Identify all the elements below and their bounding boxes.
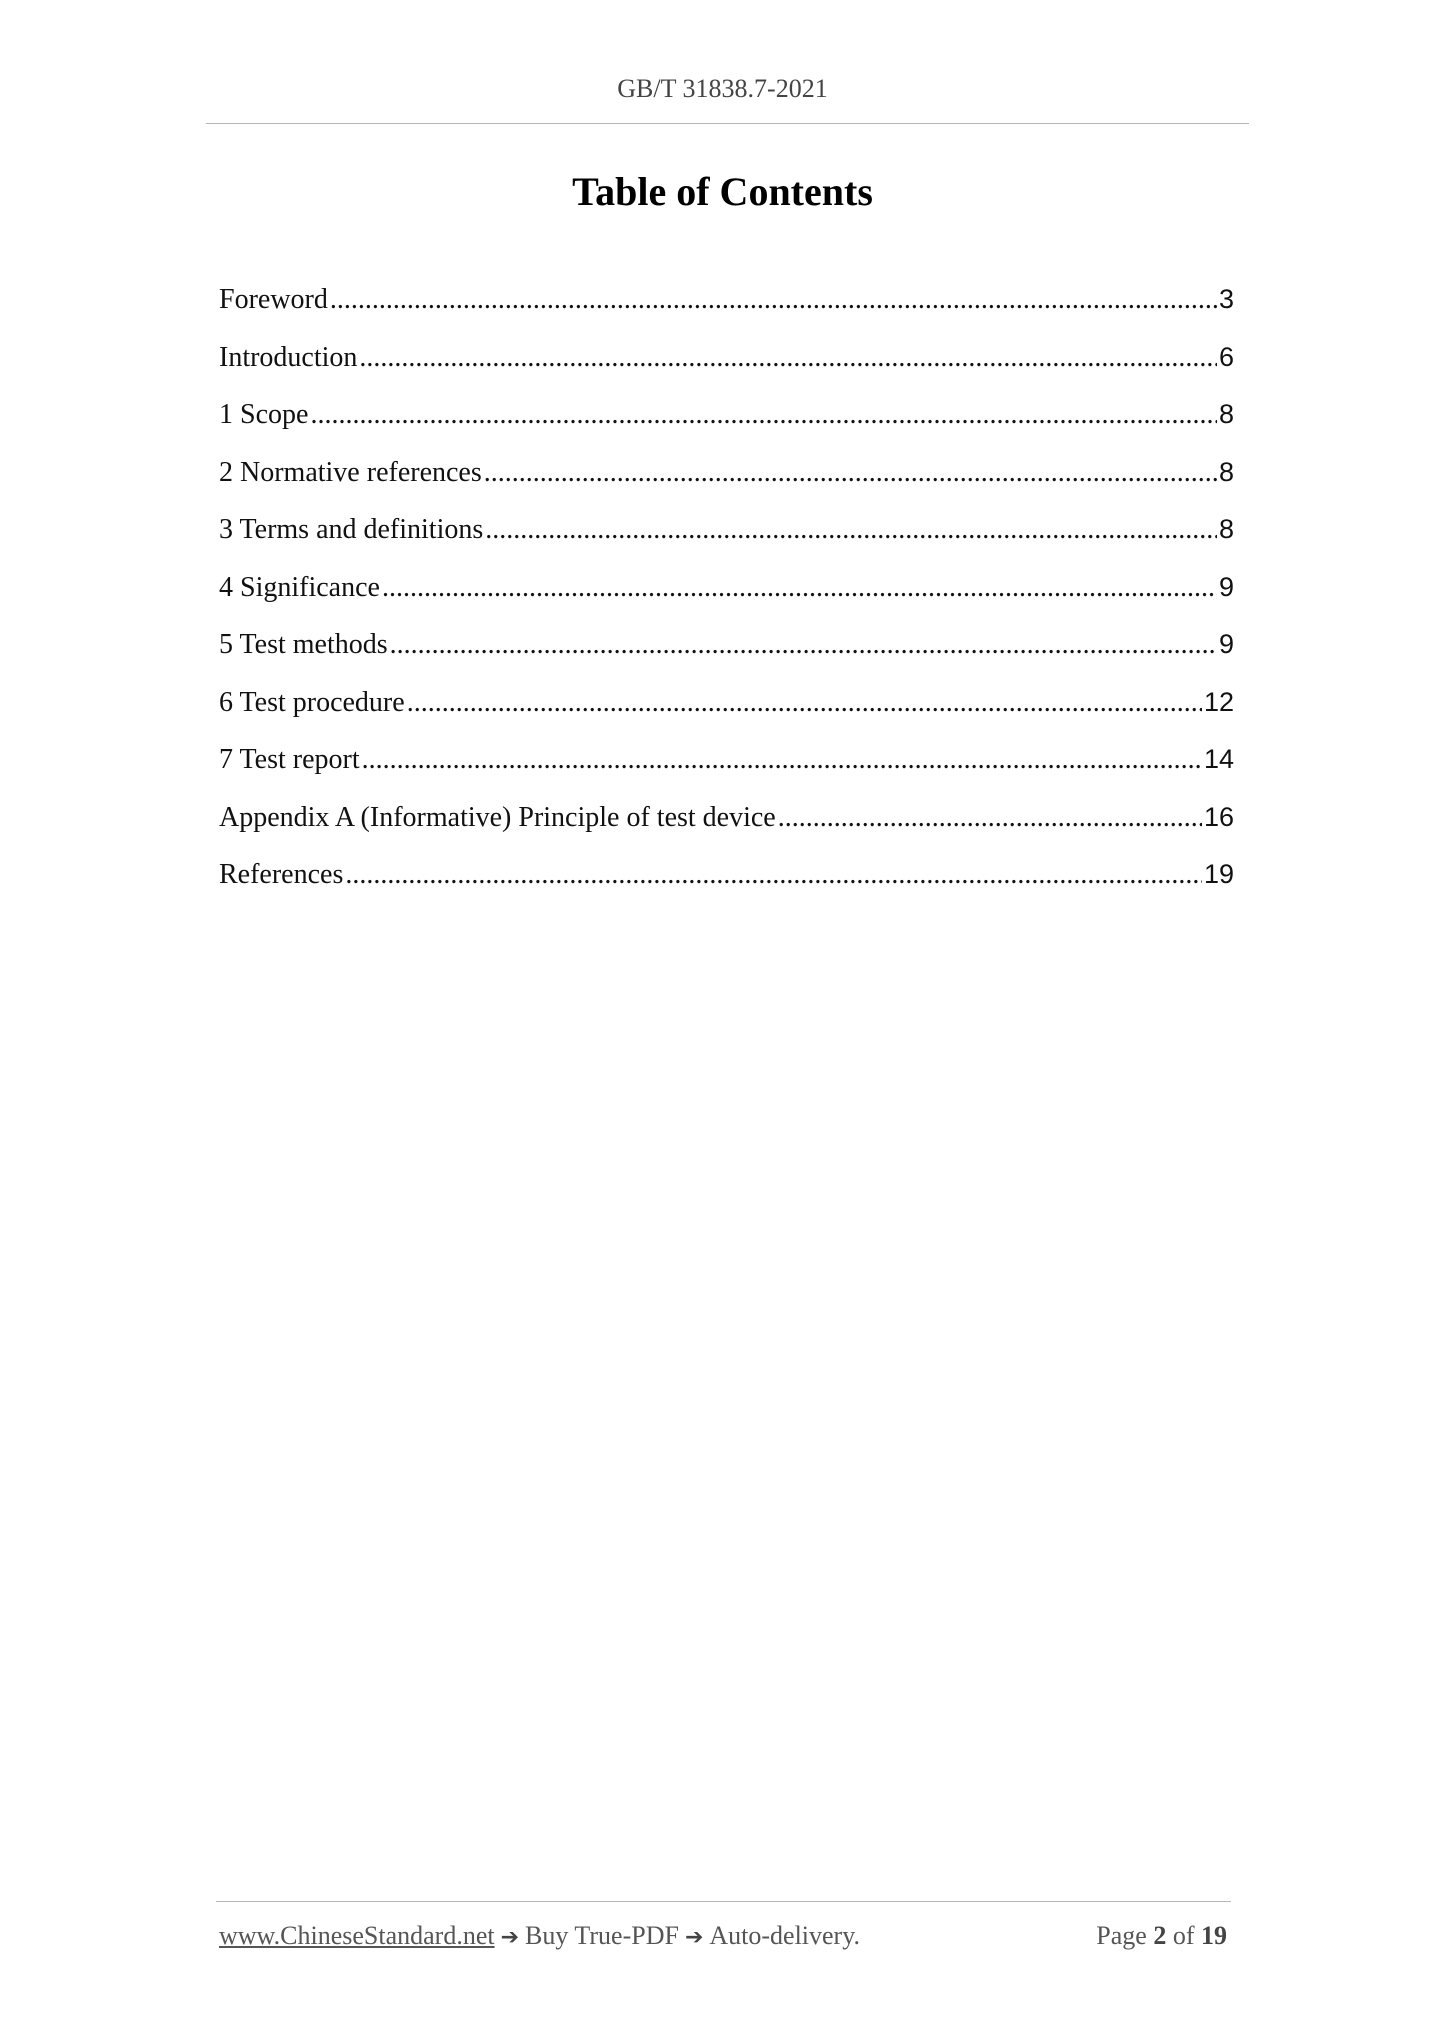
footer-divider — [216, 1901, 1231, 1902]
toc-entry-page: 9 — [1218, 629, 1234, 659]
toc-entry-appendix-a[interactable] — [219, 793, 1234, 851]
toc-entry-introduction[interactable] — [219, 333, 1234, 391]
toc-dot-leader — [359, 334, 1217, 382]
toc-dot-leader — [484, 449, 1217, 497]
toc-entry-label: Appendix A (Informative) Principle of test device — [219, 801, 776, 833]
toc-dot-leader — [330, 276, 1217, 324]
footer-step-delivery: Auto-delivery. — [709, 1921, 861, 1950]
page-number — [1096, 1921, 1227, 1951]
toc-dot-leader — [778, 794, 1202, 842]
document-code: GB/T 31838.7-2021 — [617, 74, 828, 103]
page-of: of — [1172, 1921, 1195, 1950]
toc-title: Table of Contents — [572, 169, 873, 214]
toc-dot-leader — [390, 621, 1217, 669]
website-link[interactable]: www.ChineseStandard.net — [219, 1921, 495, 1950]
toc-dot-leader — [362, 736, 1202, 784]
toc-entry-label: 4 Significance — [219, 571, 380, 603]
page-current: 2 — [1153, 1921, 1167, 1950]
toc-entry-label: 5 Test methods — [219, 629, 388, 660]
right-arrow-icon: ➔ — [500, 1925, 520, 1950]
toc-dot-leader — [382, 564, 1217, 612]
toc-entry-significance[interactable] — [219, 563, 1234, 621]
page-footer — [219, 1921, 1227, 1961]
toc-entry-test-report[interactable] — [219, 735, 1234, 793]
toc-entry-page: 19 — [1203, 859, 1234, 889]
page-total: 19 — [1201, 1921, 1227, 1950]
toc-entry-label: References — [219, 859, 344, 890]
toc-entry-label: Introduction — [219, 341, 358, 373]
toc-entry-page: 3 — [1218, 284, 1234, 314]
toc-entry-page: 8 — [1218, 399, 1234, 429]
toc-entry-label: 3 Terms and definitions — [219, 514, 484, 545]
toc-entry-page: 9 — [1218, 571, 1234, 602]
right-arrow-icon: ➔ — [684, 1925, 704, 1950]
toc-entry-page: 14 — [1203, 744, 1234, 774]
toc-entry-foreword[interactable] — [219, 275, 1234, 333]
footer-promo — [219, 1921, 860, 1951]
toc-dot-leader — [345, 851, 1202, 899]
toc-entry-label: 6 Test procedure — [219, 686, 405, 718]
toc-entry-page: 8 — [1218, 456, 1234, 487]
toc-entry-label: 2 Normative references — [219, 456, 482, 488]
toc-entry-page: 6 — [1218, 341, 1234, 372]
toc-dot-leader — [485, 506, 1217, 554]
page-prefix: Page — [1096, 1921, 1147, 1950]
toc-list — [219, 275, 1234, 908]
toc-entry-label: Foreword — [219, 284, 328, 315]
toc-entry-page: 12 — [1203, 686, 1234, 717]
toc-entry-terms-and-definitions[interactable] — [219, 505, 1234, 563]
toc-entry-page: 8 — [1218, 514, 1234, 544]
toc-entry-test-methods[interactable] — [219, 620, 1234, 678]
toc-entry-label: 7 Test report — [219, 744, 360, 775]
footer-step-buy: Buy True-PDF — [525, 1921, 679, 1950]
toc-entry-normative-references[interactable] — [219, 448, 1234, 506]
toc-dot-leader — [407, 679, 1202, 727]
toc-entry-page: 16 — [1203, 801, 1234, 832]
toc-entry-label: 1 Scope — [219, 399, 309, 430]
toc-dot-leader — [310, 391, 1217, 439]
toc-entry-references[interactable] — [219, 850, 1234, 908]
header-divider — [206, 123, 1249, 124]
toc-entry-test-procedure[interactable] — [219, 678, 1234, 736]
toc-entry-scope[interactable] — [219, 390, 1234, 448]
